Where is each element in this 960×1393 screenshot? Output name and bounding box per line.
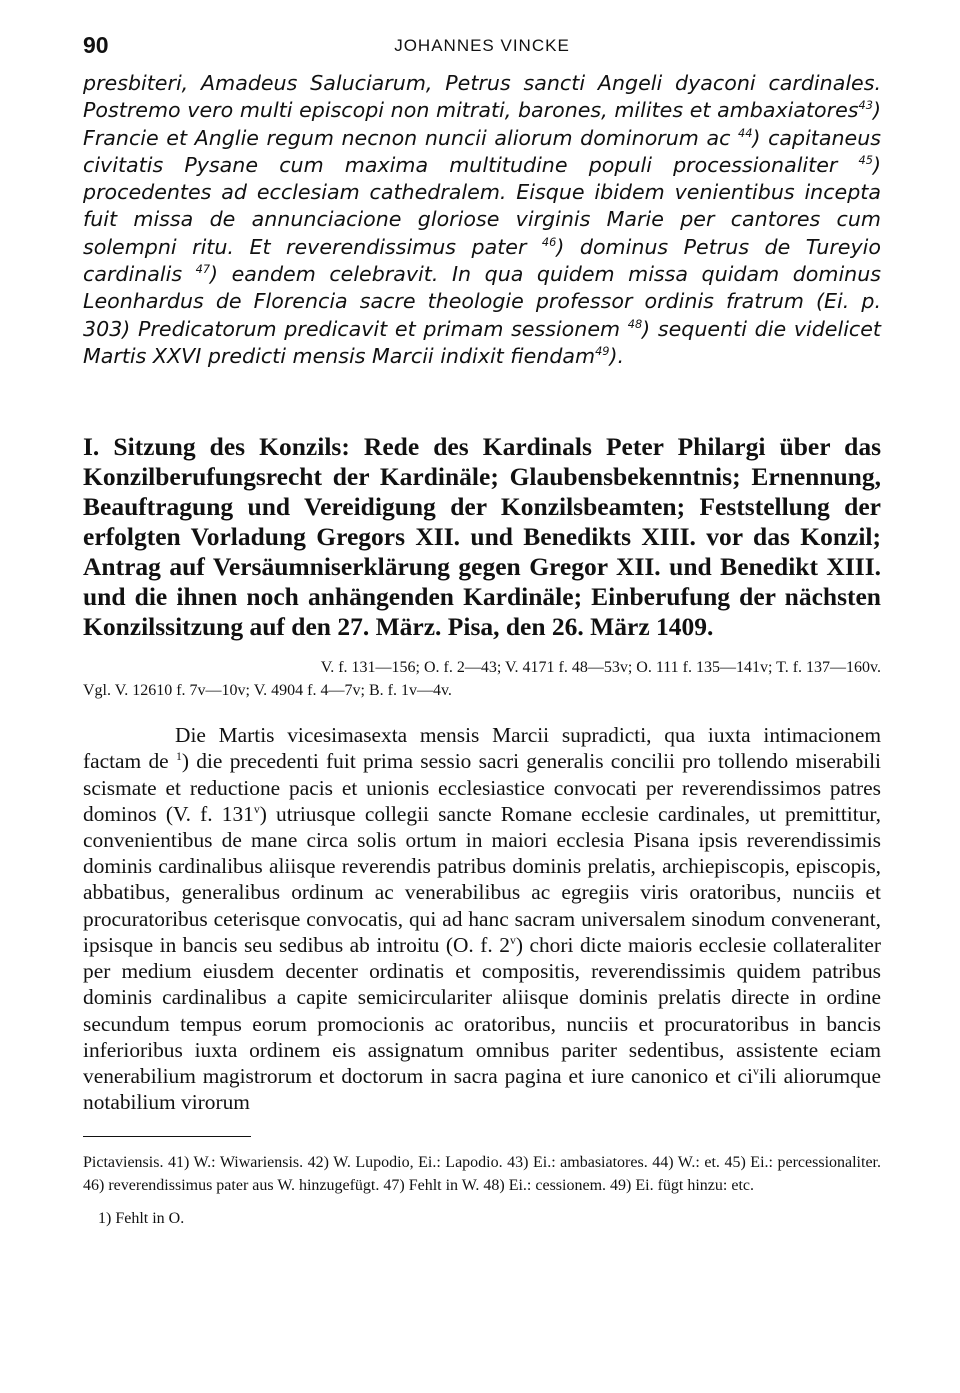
footnote-ref: 49 <box>595 344 610 359</box>
folio-verso-mark: v <box>509 933 516 947</box>
italic-text-segment: ) eandem celebravit. In qua quidem missa quidam dominus Leonhardus de Florencia sacre theologie professor ordinis fratrum (Ei. p. 303) Predicatorum predicavit et primam sessionem <box>83 262 882 341</box>
footnote-ref: 43 <box>858 98 873 113</box>
footnotes-block: Pictaviensis. 41) W.: Wiwariensis. 42) W. Lupodio, Ei.: Lapodio. 43) Ei.: ambasiatores. 44) W.: et. 45) Ei.: percessionaliter. 46) reverendissimus pater aus W. hinzugefügt. 47) Fehlt in W. 48) Ei.: cessionem. 49) Ei. fügt hinzu: etc. <box>83 1154 881 1195</box>
footnote-ref: 45 <box>858 153 873 168</box>
running-head: JOHANNES VINCKE <box>394 36 570 55</box>
main-text-segment: ) chori dicte maioris ecclesie collateraliter per medium eiusdem decenter ordinatis et compositis, reverendissimis quidem patribus dominis cardinalibus a capite semicirculariter aliisque dominis prelatis directe in ordine secundum tempus eorum promocionis ac oratoribus, nunciis et procuratoribus in bancis inferioribus iuxta ordinem eis assignatum omnibus pariter sedentibus, assistente eciam venerabilium magistrorum et doctorum in sacra pagina et iure canonico et ci <box>83 932 881 1088</box>
folio-verso-mark: v <box>253 802 260 816</box>
main-paragraph <box>83 722 881 1115</box>
italic-text-segment: ) sequenti die videlicet Martis XXVI predicti mensis Marcii indixit fiendam <box>83 316 881 368</box>
footnote-ref: 48 <box>627 316 643 331</box>
page-header <box>83 30 881 70</box>
footnote-1: 1) Fehlt in O. <box>98 1210 185 1228</box>
italic-continuation-paragraph <box>83 70 881 370</box>
italic-text-segment: ). <box>609 343 625 368</box>
footnote-ref: 44 <box>738 125 753 140</box>
italic-text-segment: ) Francie et Anglie regum necnon nuncii aliorum dominorum ac <box>83 98 881 150</box>
main-text-segment: ) utriusque collegii sancte Romane ecclesie cardinales, ut premittitur, convenientibus de mane circa solis ortum in maiori ecclesia Pisana ipsis reverendissimis dominis cardinalibus aliisque reverendis patribus dominis prelatis, archiepiscopis, episcopis, abbatibus, generalibus ordinum ac venerabilibus ac egregiis viris oratoribus, nunciis et procuratoribus ceterisque convocatis, qui ad hanc sacram universalem sinodum convenerant, ipsisque in bancis seu sedibus ab introitu (O. f. 2 <box>83 801 881 957</box>
footnote-ref: 46 <box>541 234 557 249</box>
book-page <box>83 30 881 1230</box>
source-references <box>83 656 881 702</box>
footnote-ref: 1 <box>175 750 182 764</box>
superscript-letter: v <box>752 1064 759 1078</box>
source-line-1: V. f. 131—156; O. f. 2—43; V. 4171 f. 48—53v; O. 111 f. 135—141v; T. f. 137—160v. <box>320 659 881 677</box>
italic-text-segment: presbiteri, Amadeus Saluciarum, Petrus sancti Angeli dyaconi cardinales. Postremo vero multi episcopi non mitrati, barones, milites et ambaxiatores <box>83 71 881 123</box>
main-text-segment: ili aliorumque notabilium virorum <box>83 1063 881 1115</box>
page-number: 90 <box>83 32 109 58</box>
italic-text-segment: ) procedentes ad ecclesiam cathedralem. Eisque ibidem venientibus incepta fuit missa de annunciacione gloriose virginis Marie per cantores cum solempni ritu. Et reverendissimus pater <box>83 152 881 259</box>
source-line-2: Vgl. V. 12610 f. 7v—10v; V. 4904 f. 4—7v; B. f. 1v—4v. <box>83 682 452 700</box>
italic-text-segment: ) dominus Petrus de Tureyio cardinalis <box>83 234 881 287</box>
main-text-segment: ) die precedenti fuit prima sessio sacri generalis concilii pro tollendo miserabili scismate et reductione pacis et unionis ecclesiastice convocati per reverendissimos patres dominos (V. f. 131 <box>83 749 881 826</box>
section-heading: I. Sitzung des Konzils: Rede des Kardinals Peter Philargi über das Konzilberufungsrecht der Kardinäle; Glaubensbekenntnis; Ernennung, Beauftragung und Vereidigung der Konzilsbeamten; Feststellung der erfolgten Vorladung Gregors XII. und Benedikts XIII. vor das Konzil; Antrag auf Versäumniserklärung gegen Gregor XII. und Benedikt XIII. und die ihnen noch anhängenden Kardinäle; Einberufung der nächsten Konzilssitzung auf den 27. März. Pisa, den 26. März 1409. <box>83 432 881 642</box>
footnote-divider <box>83 1136 251 1137</box>
footnote-ref: 47 <box>195 262 211 277</box>
main-text-segment: Die Martis vicesimasexta mensis Marcii supradicti, qua iuxta intimacionem factam de <box>83 723 881 774</box>
italic-text-segment: ) capitaneus civitatis Pysane cum maxima multitudine populi processionaliter <box>83 125 882 177</box>
